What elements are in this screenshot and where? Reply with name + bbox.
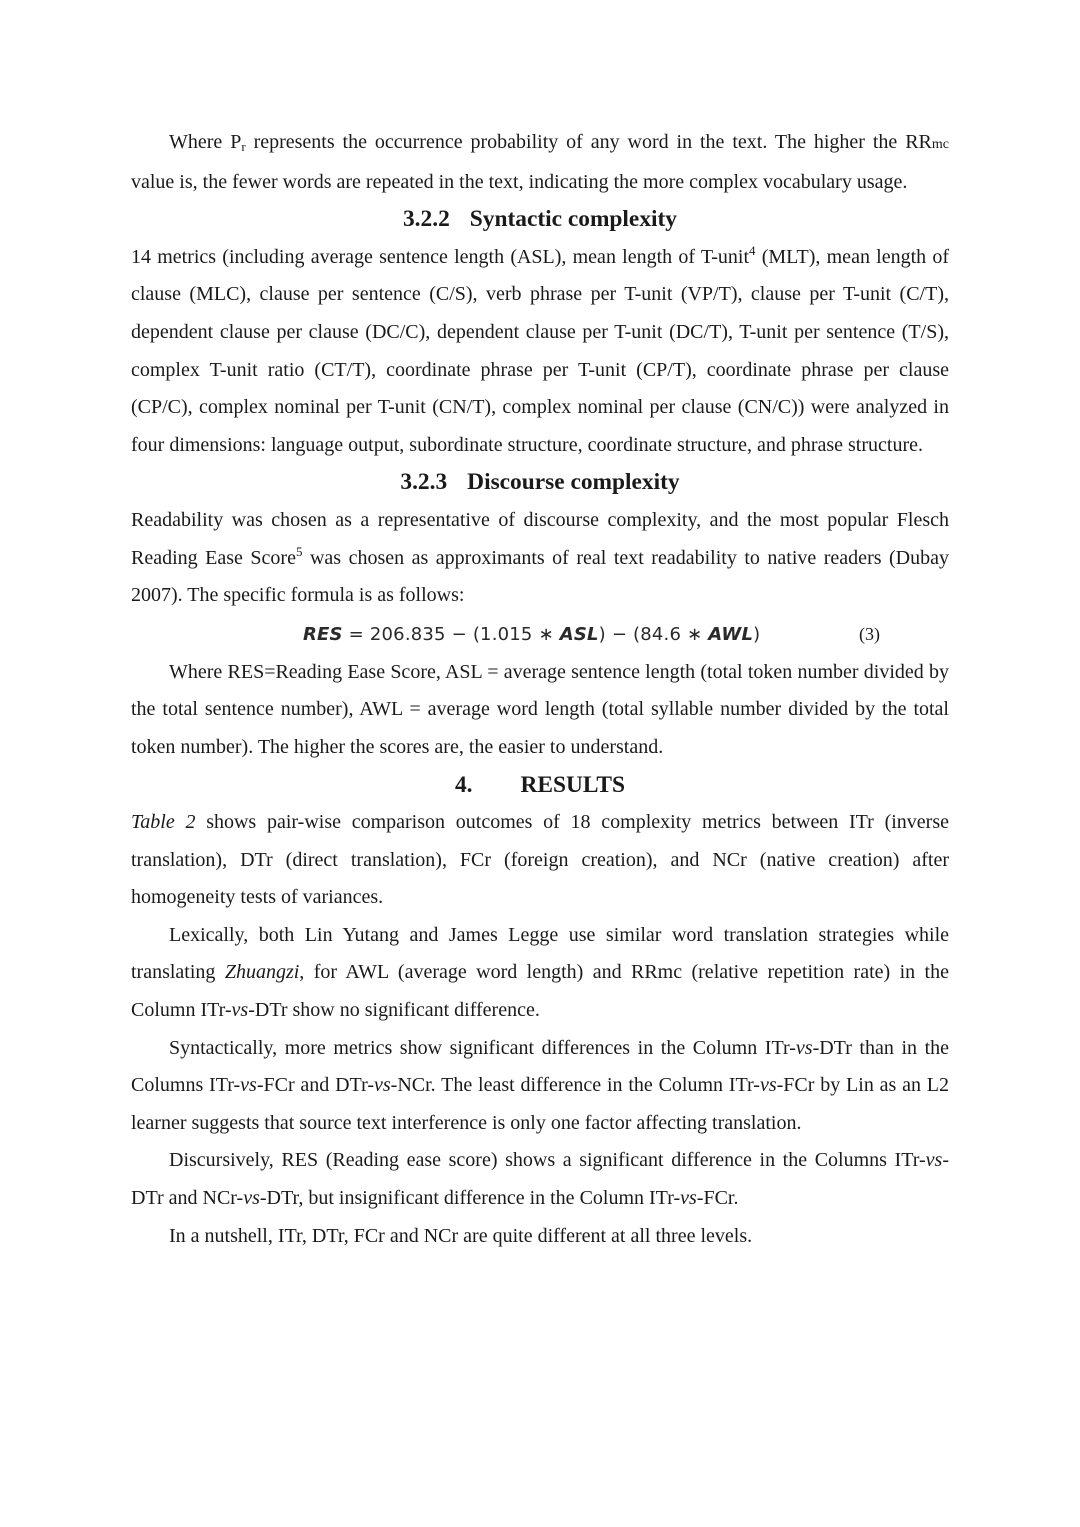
footnote-marker-4: 4 [749,242,756,258]
paragraph-res-definition: Where RES=Reading Ease Score, ASL = average sentence length (total token number divided by the total sentence number), AWL = average word length (total syllable number divided by the total token number). The higher the scores are, the easier to understand. [131,660,949,758]
section-heading-3-2-2: 3.2.2 Syntactic complexity [402,206,677,233]
paragraph-discourse-results: Discursively, RES (Reading ease score) shows a significant difference in the Columns ITr-vs-DTr and NCr-vs-DTr, but insignificant difference in the Column ITr-vs-FCr. [131,1149,949,1210]
formula-row [131,615,949,654]
paragraph-table-2-overview: Table 2 shows pair-wise comparison outcomes of 18 complexity metrics between ITr (inverse translation), DTr (direct translation), FCr (foreign creation), and NCr (native creation) after homogeneity tests of variances. [131,811,949,909]
footnote-marker-5: 5 [295,543,303,559]
paragraph-lexical-results: Lexically, both Lin Yutang and James Legge use similar word translation strategies while translating Zhuangzi, for AWL (average word length) and RRmc (relative repetition rate) in the Column ITr-vs-DTr show no significant difference. [131,923,949,1022]
section-heading-3-2-3: 3.2.3 Discourse complexity [400,469,680,496]
paragraph-summary: In a nutshell, ITr, DTr, FCr and NCr are quite different at all three levels. [169,1224,753,1247]
paragraph-syntactic-results: Syntactically, more metrics show significant differences in the Column ITr-vs-DTr than in the Columns ITr-vs-FCr and DTr-vs-NCr. The least difference in the Column ITr-vs-FCr by Lin as an L2 learner suggests that source text interference is only one factor affecting translation. [131,1036,950,1134]
paragraph-syntactic-metrics: 14 metrics (including average sentence length (ASL), mean length of T-unit$^4$ (MLT), mean length of clause (MLC), clause per sentence (C/S), verb phrase per T-unit (VP/T), clause per T-unit (C/T), dependent clause per clause (DC/C), dependent clause per T-unit (DC/T), T-unit per sentence (T/S), complex T-unit ratio (CT/T), coordinate phrase per T-unit (CP/T), coordinate phrase per clause (CP/C), complex nominal per T-unit (CN/T), complex nominal per clause (CN/C)) were analyzed in four dimensions: language output, subordinate structure, coordinate structure, and phrase structure. [131,242,950,456]
equation-number: (3) [859,623,880,644]
subscript-r: r [241,139,246,154]
res-formula: RES = 206.835 − (1.015 ∗ ASL) − (84.6 ∗ AWL) [303,623,761,645]
paragraph-rrmc-explanation: Where $P_r$ represents the occurrence probability of any word in the text. The higher the RRmc value is, the fewer words are repeated in the text, indicating the more complex vocabulary usage. [131,131,949,193]
section-heading-results: 4. RESULTS [454,771,625,798]
table-2-reference: Table 2 [131,811,196,834]
paper-page [131,124,949,1255]
paragraph-readability: Readability was chosen as a representative of discourse complexity, and the most popular Flesch Reading Ease Score$^5$ was chosen as approximants of real text readability to native readers (Dubay 2007). The specific formula is as follows: [131,508,949,607]
subscript-mc: mc [931,137,949,152]
